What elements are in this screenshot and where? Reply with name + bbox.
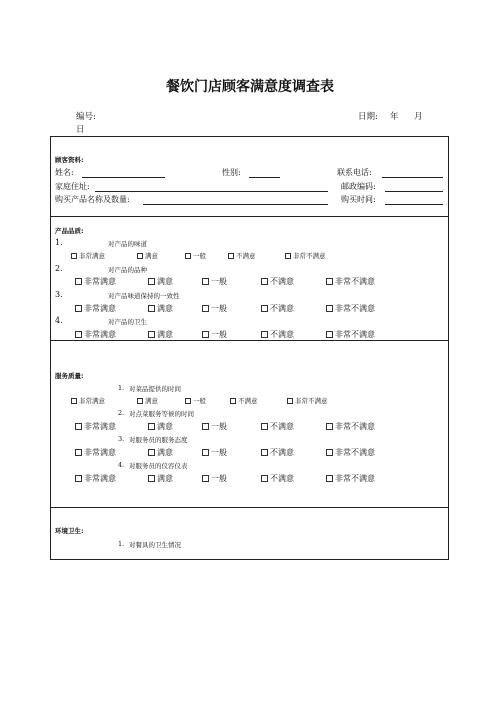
checkbox-icon [326, 475, 333, 482]
question-text: 对产品的味道 [108, 240, 147, 248]
option-unsatisfied[interactable]: 不满意 [261, 447, 294, 458]
option-satisfied[interactable]: 满意 [148, 473, 173, 484]
checkbox-icon [230, 398, 236, 404]
postcode-label: 邮政编码: [341, 182, 376, 191]
option-very-unsatisfied[interactable]: 非常不满意 [326, 473, 375, 484]
address-label: 家庭住址: [55, 182, 90, 191]
option-satisfied[interactable]: 满意 [148, 329, 173, 340]
checkbox-icon [148, 305, 155, 312]
checkbox-icon [75, 449, 82, 456]
option-neutral[interactable]: 一般 [202, 421, 227, 432]
date-year: 年 [390, 112, 399, 122]
option-unsatisfied[interactable]: 不满意 [261, 421, 294, 432]
checkbox-icon [148, 475, 155, 482]
checkbox-icon [137, 398, 143, 404]
address-field[interactable] [95, 191, 328, 192]
date-month: 月 [414, 112, 423, 122]
purchase-time-field[interactable] [385, 204, 443, 205]
checkbox-icon [287, 398, 293, 404]
checkbox-icon [202, 278, 209, 285]
option-very-satisfied[interactable]: 非常满意 [75, 303, 116, 314]
checkbox-icon [326, 423, 333, 430]
question-text: 对菜品提供的时间 [129, 385, 181, 393]
checkbox-icon [75, 423, 82, 430]
option-unsatisfied[interactable]: 不满意 [261, 329, 294, 340]
option-satisfied[interactable]: 满意 [148, 447, 173, 458]
checkbox-icon [75, 278, 82, 285]
name-field[interactable] [82, 177, 165, 178]
option-very-satisfied[interactable]: 非常满意 [71, 396, 105, 405]
option-neutral[interactable]: 一般 [202, 303, 227, 314]
checkbox-icon [202, 475, 209, 482]
environment-section [50, 507, 449, 560]
option-very-satisfied[interactable]: 非常满意 [71, 251, 105, 260]
option-unsatisfied[interactable]: 不满意 [261, 303, 294, 314]
product-field[interactable] [143, 204, 328, 205]
checkbox-icon [326, 449, 333, 456]
service-quality-section [50, 340, 449, 508]
checkbox-icon [261, 475, 268, 482]
phone-label: 联系电话: [337, 168, 372, 177]
option-satisfied[interactable]: 满意 [137, 396, 158, 405]
option-very-unsatisfied[interactable]: 非常不满意 [326, 329, 375, 340]
date-day: 日 [76, 125, 85, 135]
option-neutral[interactable]: 一般 [202, 276, 227, 287]
question-number: 2. [55, 264, 63, 273]
question-number: 4. [118, 461, 125, 469]
option-very-unsatisfied[interactable]: 非常不满意 [326, 303, 375, 314]
option-satisfied[interactable]: 满意 [148, 303, 173, 314]
checkbox-icon [185, 398, 191, 404]
checkbox-icon [261, 278, 268, 285]
question-number: 1. [118, 384, 125, 392]
option-unsatisfied[interactable]: 不满意 [261, 276, 294, 287]
product-quality-section [50, 216, 449, 341]
question-text: 对服务员的服务态度 [129, 436, 188, 444]
checkbox-icon [75, 475, 82, 482]
postcode-field[interactable] [385, 191, 443, 192]
checkbox-icon [148, 423, 155, 430]
checkbox-icon [326, 331, 333, 338]
checkbox-icon [185, 253, 191, 259]
checkbox-icon [261, 423, 268, 430]
question-number: 3. [118, 435, 125, 443]
option-very-satisfied[interactable]: 非常满意 [75, 276, 116, 287]
checkbox-icon [71, 398, 77, 404]
checkbox-icon [202, 331, 209, 338]
checkbox-icon [148, 449, 155, 456]
name-label: 姓名: [55, 168, 74, 177]
checkbox-icon [148, 278, 155, 285]
checkbox-icon [285, 253, 291, 259]
question-text: 对点菜服务等候的时间 [129, 410, 194, 418]
option-neutral[interactable]: 一般 [202, 447, 227, 458]
option-very-unsatisfied[interactable]: 非常不满意 [287, 396, 328, 405]
checkbox-icon [326, 305, 333, 312]
product-label: 购买产品名称及数量: [55, 195, 130, 204]
customer-info-section [50, 136, 449, 217]
question-number: 2. [118, 409, 125, 417]
option-satisfied[interactable]: 满意 [137, 251, 158, 260]
environment-section-title: 环境卫生: [55, 527, 84, 535]
question-text: 对产品的品种 [108, 266, 147, 274]
product-section-title: 产品品质: [55, 227, 84, 235]
option-very-satisfied[interactable]: 非常满意 [75, 421, 116, 432]
option-very-unsatisfied[interactable]: 非常不满意 [326, 276, 375, 287]
option-satisfied[interactable]: 满意 [148, 276, 173, 287]
checkbox-icon [228, 253, 234, 259]
option-very-unsatisfied[interactable]: 非常不满意 [326, 421, 375, 432]
option-neutral[interactable]: 一般 [185, 251, 206, 260]
phone-field[interactable] [382, 177, 443, 178]
question-text: 对产品的卫生 [108, 318, 147, 326]
option-unsatisfied[interactable]: 不满意 [261, 473, 294, 484]
question-number: 1. [55, 238, 63, 247]
checkbox-icon [148, 331, 155, 338]
service-section-title: 服务质量: [55, 372, 84, 380]
checkbox-icon [202, 423, 209, 430]
checkbox-icon [137, 253, 143, 259]
gender-label: 性别: [222, 168, 241, 177]
checkbox-icon [261, 305, 268, 312]
checkbox-icon [202, 305, 209, 312]
checkbox-icon [202, 449, 209, 456]
checkbox-icon [75, 305, 82, 312]
option-very-satisfied[interactable]: 非常满意 [75, 473, 116, 484]
option-unsatisfied[interactable]: 不满意 [230, 396, 258, 405]
question-number: 3. [55, 290, 63, 299]
checkbox-icon [261, 449, 268, 456]
gender-field[interactable] [249, 177, 280, 178]
customer-section-title: 顾客资料: [55, 156, 84, 164]
option-very-satisfied[interactable]: 非常满意 [75, 447, 116, 458]
checkbox-icon [261, 331, 268, 338]
number-label: 编号: [76, 112, 96, 122]
question-text: 对服务员的仪容仪表 [129, 462, 188, 470]
option-unsatisfied[interactable]: 不满意 [228, 251, 256, 260]
question-text: 对餐具的卫生情况 [129, 541, 181, 549]
option-very-unsatisfied[interactable]: 非常不满意 [326, 447, 375, 458]
purchase-time-label: 购买时间: [341, 195, 376, 204]
option-satisfied[interactable]: 满意 [148, 421, 173, 432]
checkbox-icon [75, 331, 82, 338]
question-number: 4. [55, 316, 63, 325]
question-text: 对产品味道保持的一致性 [108, 292, 180, 300]
question-number: 1. [118, 540, 125, 548]
checkbox-icon [71, 253, 77, 259]
page-title: 餐饮门店顾客满意度调查表 [166, 79, 334, 95]
option-neutral[interactable]: 一般 [202, 473, 227, 484]
date-label: 日期: [358, 112, 378, 122]
option-very-satisfied[interactable]: 非常满意 [75, 329, 116, 340]
option-neutral[interactable]: 一般 [185, 396, 206, 405]
option-neutral[interactable]: 一般 [202, 329, 227, 340]
option-very-unsatisfied[interactable]: 非常不满意 [285, 251, 326, 260]
checkbox-icon [326, 278, 333, 285]
